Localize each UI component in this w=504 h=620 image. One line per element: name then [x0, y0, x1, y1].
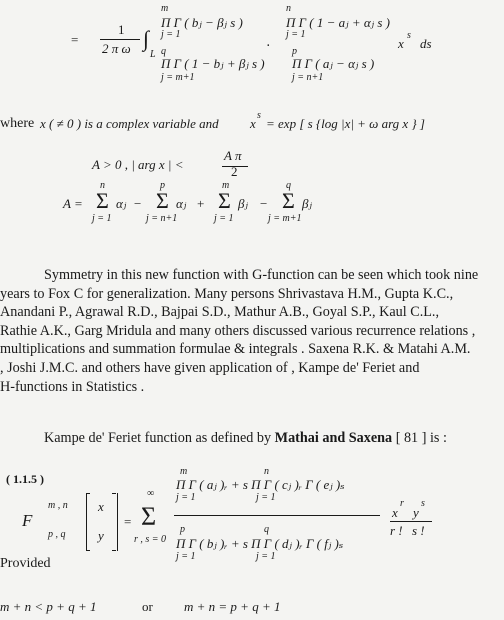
final-right: m + n = p + q + 1 [184, 599, 281, 614]
final-or: or [142, 599, 153, 614]
s-factorial: s ! [412, 523, 425, 538]
op3: − [260, 196, 268, 211]
num-right-product: Π Γ ( 1 − aⱼ + αⱼ s ) [286, 15, 390, 30]
condition-frac-num: A π [224, 148, 242, 163]
kampe-text: Kampe de' Feriet function as defined by [44, 430, 272, 446]
eq-prefix: = [71, 32, 79, 47]
paragraph-line: Rathie A.K., Garg Mridula and many others discussed various recurrence relations , [0, 322, 476, 339]
paragraph-line: multiplications and summation formulae & integrals . Saxena R.K. & Matahi A.M. [0, 341, 471, 358]
op2: + [197, 196, 205, 211]
den-upper-2: q [264, 524, 269, 535]
where-xs: x [250, 116, 256, 131]
where-rhs: = exp [ s {log |x| + ω arg x } ] [266, 116, 425, 131]
A-lhs: A = [63, 196, 83, 211]
paragraph-line: H-functions in Statistics . [0, 378, 145, 395]
sum2-term: αⱼ [176, 196, 187, 211]
paragraph-line: , Joshi J.M.C. and others have given application of , Kampe de' Feriet and [0, 359, 420, 376]
where-word: where [0, 116, 35, 131]
sum4-term: βⱼ [302, 196, 312, 211]
sum3-upper: m [222, 180, 230, 191]
F-subscript: p , q [48, 529, 66, 540]
arg-x: x [98, 499, 104, 514]
bracket-tick-br [112, 550, 116, 551]
num-left-product: Π Γ ( bⱼ − βⱼ s ) [161, 15, 243, 30]
den-lower-1: j = 1 [176, 551, 196, 562]
den-left-lower: j = m+1 [161, 72, 195, 83]
sum1-sigma: Σ [96, 188, 109, 213]
equals-sign: = [124, 514, 132, 529]
num-lower-2: j = 1 [256, 492, 276, 503]
where-text: x ( ≠ 0 ) is a complex variable and [40, 116, 219, 131]
kampe-ref: [ 81 ] is : [395, 430, 447, 446]
main-fraction-bar [174, 515, 380, 516]
tail-x: x [398, 36, 404, 51]
sum1-upper: n [100, 180, 105, 191]
den-right-upper: p [292, 46, 297, 57]
sum-sigma: Σ [141, 502, 157, 531]
equation-label: ( 1.1.5 ) [6, 472, 44, 486]
sum4-sigma: Σ [282, 188, 295, 213]
denominator-products: Π Γ ( bⱼ )ᵣ + s Π Γ ( dⱼ )ᵣ Γ ( fⱼ )ₛ [176, 536, 344, 551]
tail-x-sup: s [407, 30, 411, 41]
body-paragraph [0, 266, 500, 396]
power-y-sup: s [421, 498, 425, 509]
sum2-lower: j = n+1 [146, 213, 178, 224]
den-left-product: Π Γ ( 1 − bⱼ + βⱼ s ) [161, 56, 265, 71]
den-upper-1: p [180, 524, 185, 535]
sum-lower: r , s = 0 [134, 534, 167, 545]
mid-dot: . [267, 38, 270, 49]
sum2-sigma: Σ [156, 188, 169, 213]
sum3-term: βⱼ [238, 196, 248, 211]
sum1-lower: j = 1 [92, 213, 112, 224]
num-upper-2: n [264, 466, 269, 477]
num-right-lower: j = 1 [286, 29, 306, 40]
sum3-lower: j = 1 [214, 213, 234, 224]
frac-numerator: 1 [118, 22, 125, 37]
frac-denominator: 2 π ω [102, 41, 131, 56]
sum4-lower: j = m+1 [268, 213, 302, 224]
num-left-upper: m [161, 3, 169, 14]
sum3-sigma: Σ [218, 188, 231, 213]
num-upper-1: m [180, 466, 188, 477]
paragraph-line: years to Fox C for generalization. Many persons Shrivastava H.M., Gupta K.C., [0, 285, 454, 302]
integral-subscript: L [150, 49, 156, 60]
F-superscript: m , n [48, 500, 68, 511]
final-left: m + n < p + q + 1 [0, 599, 97, 614]
sum2-upper: p [160, 180, 165, 191]
numerator-products: Π Γ ( aⱼ )ᵣ + s Π Γ ( cⱼ )ᵣ Γ ( eⱼ )ₛ [176, 477, 345, 492]
kampe-authors: Mathai and Saxena [274, 430, 393, 446]
sum-upper: ∞ [147, 488, 155, 499]
provided-label: Provided [0, 556, 51, 571]
condition-text: A > 0 , | arg x | < [92, 157, 184, 172]
frac-bar [100, 39, 140, 40]
r-factorial: r ! [390, 523, 403, 538]
tail-ds: ds [420, 36, 432, 51]
integral-sign: ∫ [143, 26, 150, 51]
den-left-upper: q [161, 46, 166, 57]
condition-frac-den: 2 [231, 164, 238, 179]
power-x: x [392, 505, 398, 520]
power-x-sup: r [400, 498, 404, 509]
kampe-line [44, 430, 447, 447]
where-xs-sup: s [257, 110, 261, 121]
num-right-upper: n [286, 3, 291, 14]
num-left-lower: j = 1 [161, 29, 181, 40]
op1: − [134, 196, 142, 211]
power-fraction-bar [390, 521, 432, 522]
F-symbol: F [22, 511, 33, 530]
paragraph-line: Symmetry in this new function with G-function can be seen which took nine [44, 267, 479, 283]
den-lower-2: j = 1 [256, 551, 276, 562]
num-lower-1: j = 1 [176, 492, 196, 503]
sum1-term: αⱼ [116, 196, 127, 211]
sum4-upper: q [286, 180, 291, 191]
bracket-tick-bl [86, 550, 90, 551]
power-y: y [413, 505, 419, 520]
bracket-tick-tl [86, 493, 90, 494]
den-right-lower: j = n+1 [292, 72, 324, 83]
paragraph-line: Anandani P., Agrawal R.D., Bajpai S.D., Mathur A.B., Goyal S.P., Kaul C.L., [0, 304, 440, 321]
arg-y: y [98, 528, 104, 543]
bracket-tick-tr [112, 493, 116, 494]
den-right-product: Π Γ ( aⱼ − αⱼ s ) [292, 56, 375, 71]
